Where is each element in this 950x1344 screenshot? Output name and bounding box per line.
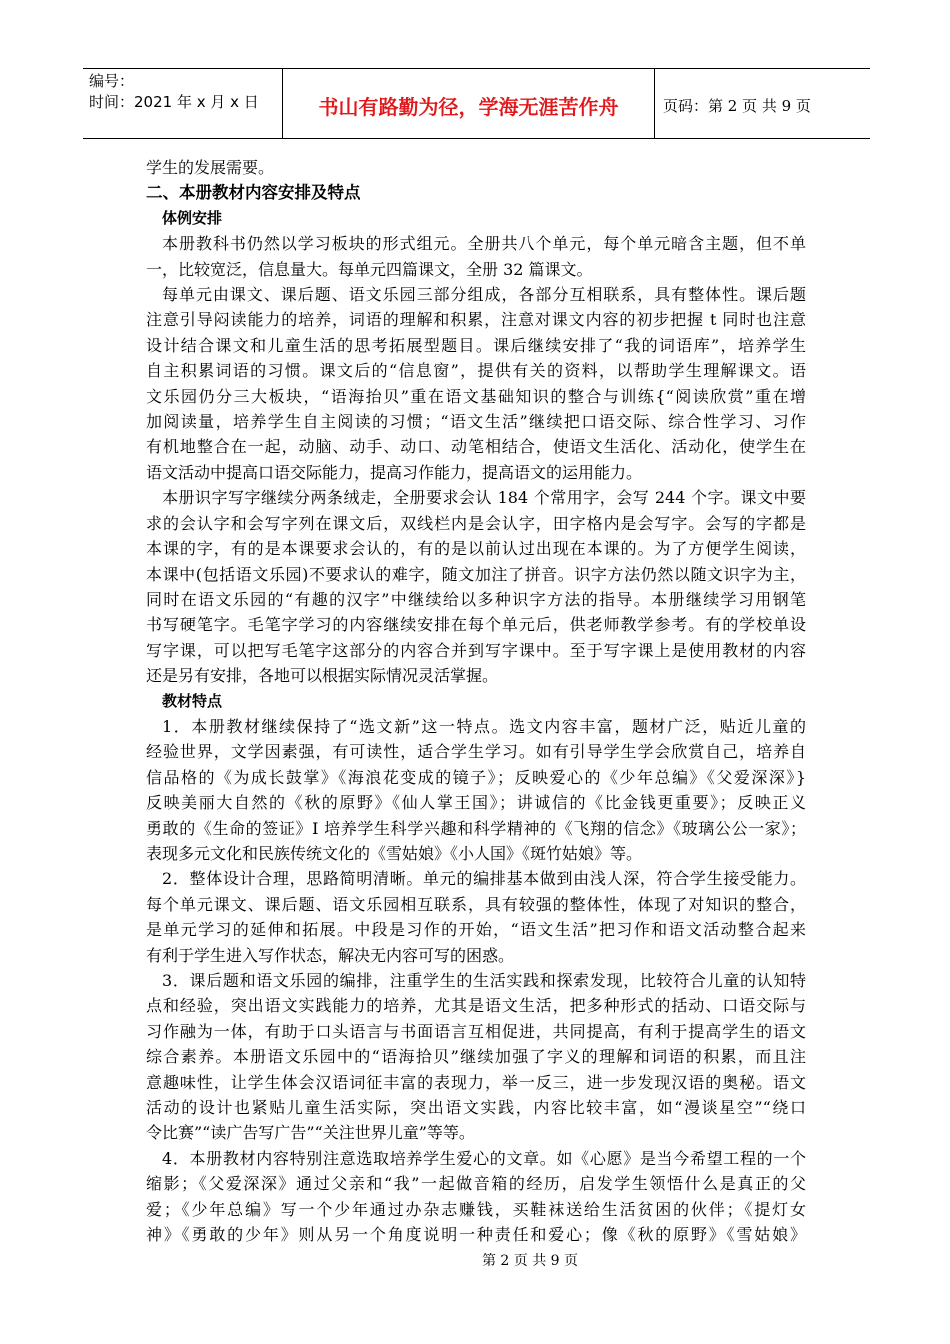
header-motto: 书山有路勤为径，学海无涯苦作舟 [283,69,655,138]
text-line: 同时在语文乐园的“有趣的汉字”中继续给以多种识字方法的指导。本册继续学习用钢笔 [146,589,806,609]
document-body [146,155,806,1247]
paragraph-7 [146,1146,806,1248]
header-page-number: 页码：第 2 页 共 9 页 [663,97,811,115]
text-line: 意趣味性，让学生体会汉语词征丰富的表现力，举一反三，进一步发现汉语的奥秘。语文 [146,1072,806,1092]
paragraph-6 [146,968,806,1146]
header-meta [83,69,283,138]
text-line: 表现多元文化和民族传统文化的《雪姑娘》《小人国》《斑竹姑娘》等。 [146,843,643,863]
text-line: 注意引导闷读能力的培养，词语的理解和积累，注意对课文内容的初步把握 t 同时也注意 [146,310,806,330]
text-line: 每单元由课文、课后题、语文乐园三部分组成，各部分互相联系，具有整体性。课后题 [162,285,806,305]
text-line: 学生的发展需要。 [146,158,275,177]
paragraph-5 [146,866,806,968]
text-line: 3．课后题和语文乐园的编排，注重学生的生活实践和探索发现，比较符合儿童的认知特 [162,971,806,990]
time-label: 时间：2021 年 x 月 x 日 [89,93,259,111]
text-line: 本册教科书仍然以学习板块的形式组元。全册共八个单元，每个单元暗含主题，但不单 [162,234,806,254]
text-line: 有机地整合在一起，动脑、动手、动口、动笔相结合，使语文生活化、活动化，使学生在 [146,437,806,457]
text-line: 语文活动中提高口语交际能力，提高习作能力，提高语文的运用能力。 [146,462,643,482]
text-line: 本册识字写字继续分两条绒走，全册要求会认 184 个常用字，会写 244 个字。课文中要 [162,488,806,508]
text-line: 经验世界，文学因素强，有可读性，适合学生学习。如有引导学生学会欣赏自己，培养自 [146,742,806,762]
text-line: 爱；《少年总编》写一个少年通过办杂志赚钱，买鞋袜送给生活贫困的伙伴；《提灯女 [146,1199,806,1219]
text-line: 令比赛”“读广告写广告”“关注世界儿童”等等。 [146,1123,475,1143]
text-line: 求的会认字和会写字列在课文后，双线栏内是会认字，田字格内是会写字。会写的字都是 [146,513,806,533]
paragraph-2 [146,282,806,485]
paragraph-1 [146,231,806,282]
page-header [83,68,870,139]
text-line: 每个单元课文、课后题、语文乐园相互联系，具有较强的整体性，体现了对知识的整合， [146,894,806,914]
text-line: 还是另有安排，各地可以根据实际情况灵活掌握。 [146,666,499,686]
text-line: 书写硬笔字。毛笔字学习的内容继续安排在每个单元后，供老师教学参考。有的学校单设 [146,615,806,635]
footer-page-number: 第 2 页 共 9 页 [481,1253,579,1269]
text-line: 活动的设计也紧贴儿童生活实际，突出语文实践，内容比较丰富，如“漫谈星空”“绕口 [146,1098,806,1118]
text-line: 有利于学生进入写作状态，解决无内容可写的困惑。 [146,945,515,965]
text-line: 综合素养。本册语文乐园中的“语海拾贝”继续加强了字义的理解和词语的积累，而且注 [146,1047,806,1067]
text-line: 本课的字，有的是本课要求会认的，有的是以前认过出现在本课的。为了方便学生阅读， [146,539,806,559]
subsection-heading: 教材特点 [162,691,223,710]
text-line: 点和经验，突出语文实践能力的培养，尤其是语文生活，把多种形式的括动、口语交际与 [146,996,806,1016]
text-line: 设计结合课文和儿童生活的思考拓展型题目。课后继续安排了“我的词语库”，培养学生 [146,335,806,355]
text-line: 2．整体设计合理，思路简明清晰。单元的编排基本做到由浅人深，符合学生接受能力。 [162,869,806,889]
section-heading: 二、本册教材内容安排及特点 [146,183,361,203]
text-line: 习作融为一体，有助于口头语言与书面语言互相促进，共同提高，有利于提高学生的语文 [146,1021,806,1041]
text-line: 反映美丽大自然的《秋的原野》《仙人掌王国》；讲诚信的《比金钱更重要》；反映正义 [146,793,806,813]
text-line: 本课中(包括语文乐园)不要求认的难字，随文加注了拼音。识字方法仍然以随文识字为主， [146,564,806,584]
text-line: 勇敢的《生命的签证》I 培养学生科学兴趣和科学精神的《飞翔的信念》《玻璃公公一家》； [146,818,806,838]
text-line: 神》《勇敢的少年》则从另一个角度说明一种责任和爱心；像《秋的原野》《雪姑娘》 [146,1225,806,1245]
paragraph-3 [146,485,806,688]
text-line: 加阅读量，培养学生自主阅读的习惯；“语文生活”继续把口语交际、综合性学习、习作 [146,412,806,432]
text-line: 信品格的《为成长鼓掌》《海浪花变成的镜子》；反映爱心的《少年总编》《父爱深深》} [146,767,806,787]
number-label: 编号： [89,72,135,90]
text-line: 文乐园仍分三大板块，“语海抬贝”重在语文基础知识的整合与训练{“阅读欣赏”重在增 [146,386,806,406]
text-line: 缩影；《父爱深深》通过父亲和“我”一起做音箱的经历，启发学生领悟什么是真正的父 [146,1174,806,1194]
page-footer [0,1250,950,1270]
text-line: 1．本册教材继续保持了“选文新”这一特点。选文内容丰富，题材广泛，贴近儿童的 [162,716,806,736]
text-line: 是单元学习的延伸和拓展。中段是习作的开始，“语文生活”把习作和语文活动整合起来 [146,920,806,940]
text-line: 4．本册教材内容特别注意选取培养学生爱心的文章。如《心愿》是当今希望工程的一个 [162,1148,806,1168]
subsection-heading: 体例安排 [162,208,223,227]
text-line: 一，比较宽泛，信息量大。每单元四篇课文，全册 32 篇课文。 [146,259,593,279]
text-line: 自主积累词语的习惯。课文后的“信息窗”，提供有关的资料，以帮助学生理解课文。语 [146,361,806,381]
text-line: 写字课，可以把写毛笔字这部分的内容合并到写字课中。至于写字课上是使用教材的内容 [146,640,806,660]
paragraph-4 [146,714,806,866]
